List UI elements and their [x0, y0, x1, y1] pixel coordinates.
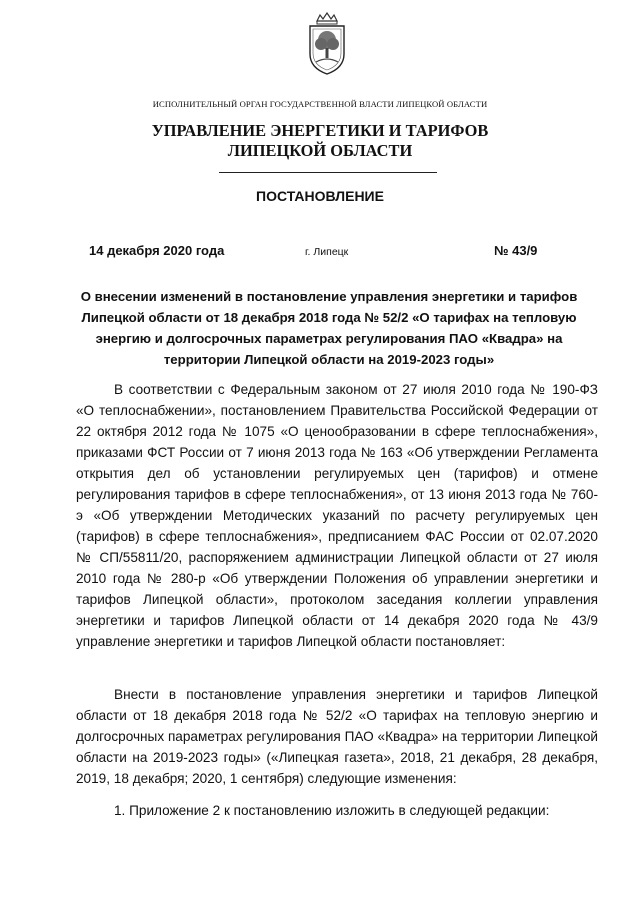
list-item-1: 1. Приложение 2 к постановлению изложить в следующей редакции:	[114, 803, 550, 818]
document-date: 14 декабря 2020 года	[89, 243, 225, 258]
header-divider	[219, 172, 437, 173]
document-number: № 43/9	[494, 243, 538, 258]
resolution-paragraph: Внести в постановление управления энергетики и тарифов Липецкой области от 18 декабря 2018 года № 52/2 «О тарифах на тепловую энергию и долгосрочных параметрах регулирования ПАО «Квадра» на территории Липецкой области на 2019-2023 годы» («Липецкая газета», 2018, 21 декабря, 28 декабря, 2019, 18 декабря; 2020, 1 сентября) следующие изменения:	[76, 687, 598, 786]
preamble-paragraph: В соответствии с Федеральным законом от 27 июля 2010 года № 190-ФЗ «О теплоснабжении», постановлением Правительства Российской Федерации от 22 октября 2012 года № 1075 «О ценообразовании в сфере теплоснабжения», приказами ФСТ России от 7 июня 2013 года № 163 «Об утверждении Регламента открытия дел об установлении регулируемых цен (тарифов) и отмене регулирования тарифов в сфере теплоснабжения», от 13 июня 2013 года № 760-э «Об утверждении Методических указаний по расчету регулируемых цен (тарифов) в сфере теплоснабжения», предписанием ФАС России от 02.07.2020 № СП/55811/20, распоряжением администрации Липецкой области от 27 июля 2010 года № 280-р «Об утверждении Положения об управлении энергетики и тарифов Липецкой области», протоколом заседания коллегии управления энергетики и тарифов Липецкой области от 14 декабря 2020 года № 43/9 управление энергетики и тарифов Липецкой области постановляет:	[76, 382, 598, 649]
document-type: ПОСТАНОВЛЕНИЕ	[256, 188, 384, 204]
document-subject: О внесении изменений в постановление управления энергетики и тарифов Липецкой области от 18 декабря 2018 года № 52/2 «О тарифах на тепловую энергию и долгосрочных параметрах регулирования ПАО «Квадра» на территории Липецкой области на 2019-2023 годы»	[80, 289, 578, 367]
document-city: г. Липецк	[305, 246, 349, 258]
coat-of-arms-emblem	[304, 12, 350, 76]
department-title-line2: ЛИПЕЦКОЙ ОБЛАСТИ	[227, 141, 413, 160]
department-title-line1: УПРАВЛЕНИЕ ЭНЕРГЕТИКИ И ТАРИФОВ	[151, 121, 489, 140]
issuing-authority: ИСПОЛНИТЕЛЬНЫЙ ОРГАН ГОСУДАРСТВЕННОЙ ВЛАСТИ ЛИПЕЦКОЙ ОБЛАСТИ	[152, 99, 488, 109]
department-title	[0, 121, 640, 161]
